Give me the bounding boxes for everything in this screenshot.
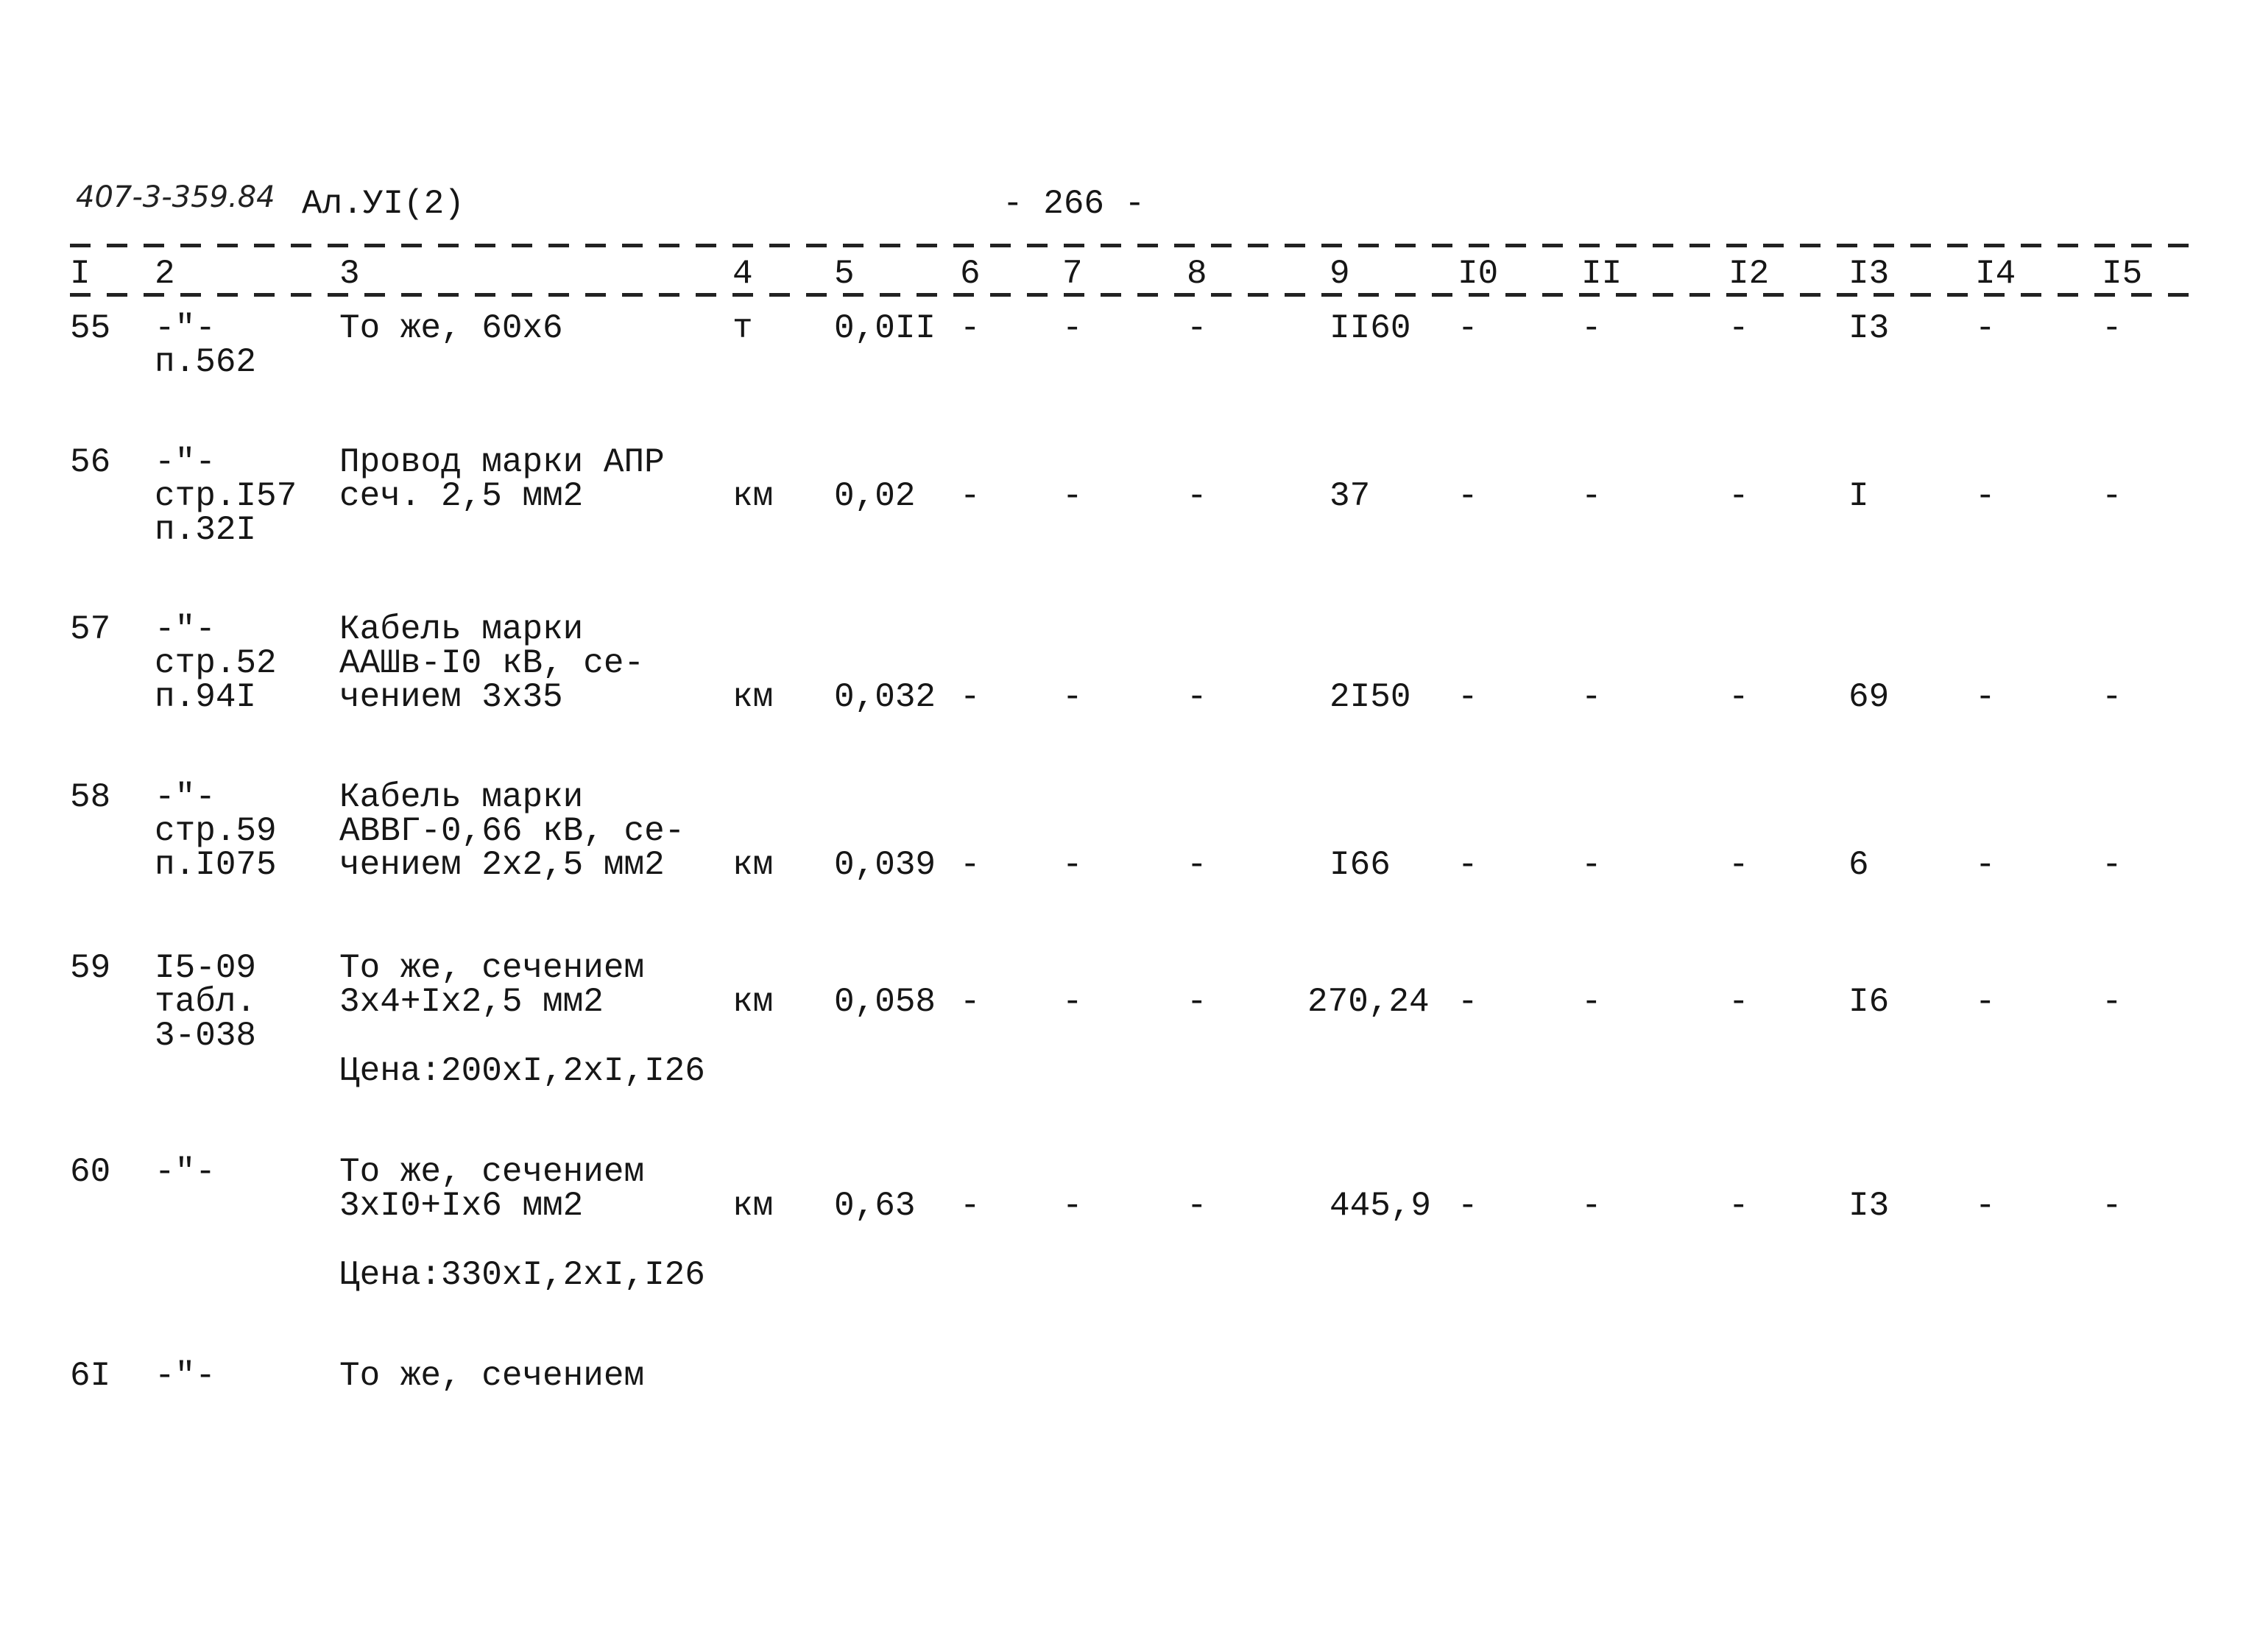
header-rule (70, 244, 2205, 247)
cell-5: 0,63 (834, 1187, 916, 1225)
row-number: 6I (70, 1357, 111, 1395)
album-label: Ал.УI(2) (302, 185, 465, 223)
cell-9: 270,24 (1307, 983, 1430, 1021)
row-number: 55 (70, 309, 111, 347)
cell-14: - (1975, 477, 1996, 515)
unit: км (732, 983, 774, 1021)
item-name-line: Кабель марки (339, 610, 584, 649)
column-number: I4 (1975, 255, 2016, 293)
item-name-line: То же, 60х6 (339, 309, 563, 347)
cell-15: - (2102, 1187, 2122, 1225)
column-number: I0 (1458, 255, 1499, 293)
unit: км (732, 846, 774, 884)
table-row (0, 951, 2260, 1120)
cell-10: - (1458, 1187, 1478, 1225)
row-number: 60 (70, 1153, 111, 1191)
reference-line: -"- (155, 1153, 216, 1191)
cell-8: - (1187, 983, 1207, 1021)
column-number: I5 (2102, 255, 2143, 293)
cell-8: - (1187, 678, 1207, 716)
cell-15: - (2102, 309, 2122, 347)
cell-13: I3 (1848, 1187, 1890, 1225)
cell-11: - (1581, 846, 1602, 884)
table-row (0, 780, 2260, 950)
cell-7: - (1062, 477, 1083, 515)
cell-15: - (2102, 678, 2122, 716)
column-number: 9 (1329, 255, 1350, 293)
table-row (0, 1155, 2260, 1324)
reference-line: стр.59 (155, 812, 277, 850)
cell-9: 37 (1329, 477, 1371, 515)
reference (155, 311, 256, 379)
cell-15: - (2102, 477, 2122, 515)
cell-7: - (1062, 678, 1083, 716)
reference (155, 780, 277, 882)
price-note: Цена:330хI,2хI,I26 (339, 1256, 705, 1294)
item-name-line: 3х4+Iх2,5 мм2 (339, 983, 604, 1021)
row-number: 56 (70, 443, 111, 481)
reference-line: 3-038 (155, 1017, 257, 1055)
item-name-line: Провод марки АПР (339, 443, 665, 481)
cell-14: - (1975, 983, 1996, 1021)
cell-12: - (1728, 678, 1749, 716)
cell-11: - (1581, 983, 1602, 1021)
item-name (339, 780, 685, 882)
cell-11: - (1581, 309, 1602, 347)
reference (155, 1155, 216, 1189)
cell-6: - (960, 477, 981, 515)
cell-11: - (1581, 1187, 1602, 1225)
item-name (339, 311, 563, 345)
reference-line: п.32I (155, 511, 257, 549)
cell-6: - (960, 1187, 981, 1225)
cell-13: I6 (1848, 983, 1890, 1021)
reference-line: п.I075 (155, 846, 277, 884)
cell-7: - (1062, 1187, 1083, 1225)
cell-12: - (1728, 477, 1749, 515)
item-name-line: То же, сечением (339, 1357, 645, 1395)
cell-10: - (1458, 309, 1478, 347)
cell-15: - (2102, 846, 2122, 884)
row-number: 58 (70, 778, 111, 816)
cell-14: - (1975, 846, 1996, 884)
cell-10: - (1458, 983, 1478, 1021)
cell-5: 0,039 (834, 846, 936, 884)
cell-10: - (1458, 678, 1478, 716)
cell-12: - (1728, 983, 1749, 1021)
cell-8: - (1187, 1187, 1207, 1225)
item-name (339, 445, 665, 513)
reference (155, 610, 277, 716)
item-name (339, 1155, 644, 1223)
reference-line: -"- (155, 1357, 216, 1395)
column-number: I (70, 255, 91, 293)
cell-5: 0,032 (834, 678, 936, 716)
cell-5: 0,0II (834, 309, 936, 347)
column-number: 8 (1187, 255, 1207, 293)
item-name-line: чением 3х35 (339, 678, 563, 716)
item-name-line: ААШв-I0 кВ, се- (339, 644, 645, 682)
column-number: 6 (960, 255, 981, 293)
column-number: 3 (339, 255, 360, 293)
column-number: 5 (834, 255, 855, 293)
unit: км (732, 678, 774, 716)
column-number: 4 (732, 255, 753, 293)
document-code: 407-3-359.84 (76, 180, 275, 214)
cell-8: - (1187, 309, 1207, 347)
table-row (0, 1359, 2260, 1528)
item-name (339, 951, 644, 1019)
cell-13: I (1848, 477, 1869, 515)
unit: т (732, 309, 753, 347)
reference (155, 1359, 216, 1393)
reference-line: -"- (155, 443, 216, 481)
item-name-line: То же, сечением (339, 949, 645, 987)
cell-12: - (1728, 846, 1749, 884)
cell-8: - (1187, 477, 1207, 515)
reference (155, 951, 256, 1053)
cell-6: - (960, 846, 981, 884)
reference-line: -"- (155, 309, 216, 347)
cell-6: - (960, 309, 981, 347)
reference-line: -"- (155, 778, 216, 816)
reference-line: п.94I (155, 678, 257, 716)
item-name-line: чением 2х2,5 мм2 (339, 846, 665, 884)
cell-6: - (960, 983, 981, 1021)
reference (155, 445, 297, 547)
cell-11: - (1581, 678, 1602, 716)
cell-9: 445,9 (1329, 1187, 1432, 1225)
cell-14: - (1975, 678, 1996, 716)
cell-13: 6 (1848, 846, 1869, 884)
reference-line: стр.52 (155, 644, 277, 682)
page-number: - 266 - (1003, 185, 1145, 223)
cell-14: - (1975, 309, 1996, 347)
cell-7: - (1062, 846, 1083, 884)
price-note: Цена:200хI,2хI,I26 (339, 1052, 705, 1090)
unit: км (732, 1187, 774, 1225)
cell-9: II60 (1329, 309, 1411, 347)
cell-7: - (1062, 983, 1083, 1021)
cell-13: I3 (1848, 309, 1890, 347)
item-name-line: сеч. 2,5 мм2 (339, 477, 584, 515)
cell-13: 69 (1848, 678, 1890, 716)
item-name-line: Кабель марки (339, 778, 584, 816)
cell-14: - (1975, 1187, 1996, 1225)
item-name-line: АВВГ-0,66 кВ, се- (339, 812, 685, 850)
column-number: 7 (1062, 255, 1083, 293)
cell-7: - (1062, 309, 1083, 347)
item-name-line: 3хI0+Iх6 мм2 (339, 1187, 584, 1225)
reference-line: -"- (155, 610, 216, 649)
unit: км (732, 477, 774, 515)
cell-5: 0,02 (834, 477, 916, 515)
column-number: II (1581, 255, 1622, 293)
row-number: 59 (70, 949, 111, 987)
cell-9: I66 (1329, 846, 1391, 884)
cell-15: - (2102, 983, 2122, 1021)
cell-11: - (1581, 477, 1602, 515)
cell-10: - (1458, 846, 1478, 884)
row-number: 57 (70, 610, 111, 649)
column-number: I3 (1848, 255, 1890, 293)
column-number: 2 (155, 255, 175, 293)
cell-9: 2I50 (1329, 678, 1411, 716)
table-row (0, 445, 2260, 615)
cell-10: - (1458, 477, 1478, 515)
table-row (0, 610, 2260, 782)
reference-line: п.562 (155, 343, 257, 381)
cell-12: - (1728, 1187, 1749, 1225)
reference-line: стр.I57 (155, 477, 297, 515)
item-name (339, 610, 645, 716)
item-name (339, 1359, 644, 1393)
column-number: I2 (1728, 255, 1770, 293)
cell-8: - (1187, 846, 1207, 884)
reference-line: табл. (155, 983, 257, 1021)
cell-5: 0,058 (834, 983, 936, 1021)
cell-6: - (960, 678, 981, 716)
item-name-line: То же, сечением (339, 1153, 645, 1191)
cell-12: - (1728, 309, 1749, 347)
column-header-rule (70, 293, 2205, 297)
reference-line: I5-09 (155, 949, 257, 987)
